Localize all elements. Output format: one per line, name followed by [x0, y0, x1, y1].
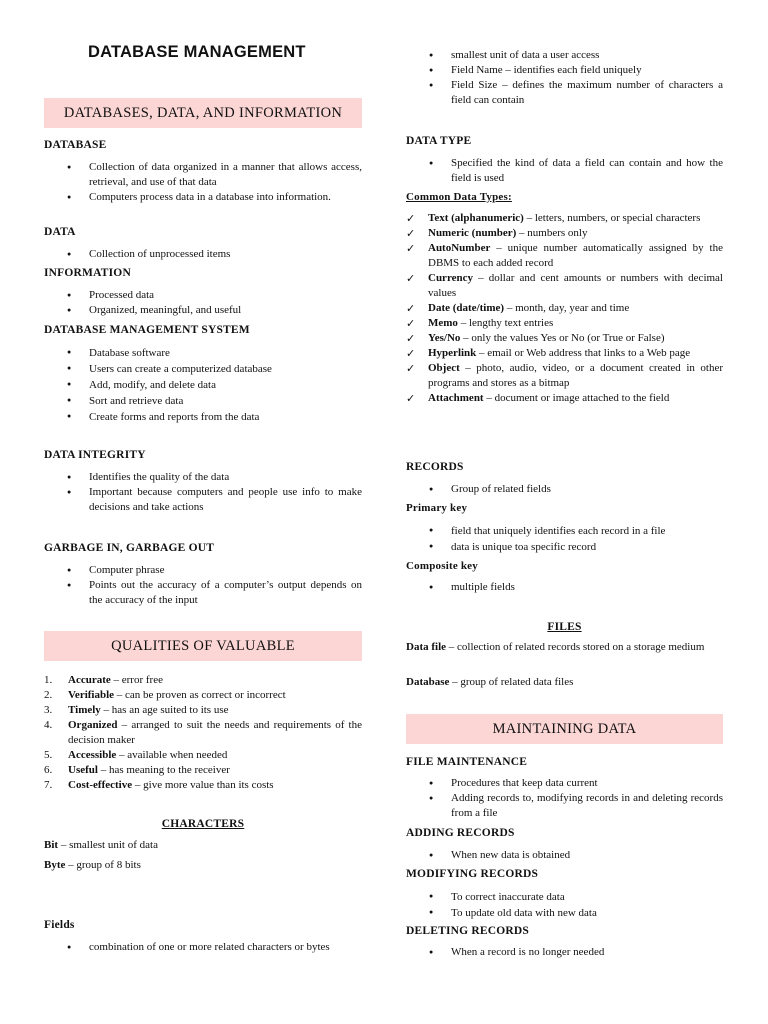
quality-number: 2. — [44, 689, 53, 701]
data-type-item — [406, 331, 723, 346]
list-data-integrity — [44, 470, 362, 515]
quality-term: Cost-effective — [68, 779, 133, 791]
heading-gigo: GARBAGE IN, GARBAGE OUT — [44, 542, 215, 554]
byte-term: Byte — [44, 859, 66, 871]
list-item: ● Procedures that keep data current — [406, 776, 723, 791]
data-type-item — [406, 346, 723, 361]
list-item: ● Collection of unprocessed items — [44, 247, 362, 262]
list-gigo — [44, 563, 362, 608]
data-type-desc: – letters, numbers, or special characters — [523, 212, 701, 224]
list-item: ● Points out the accuracy of a computer’s output depends on the accuracy of the input — [44, 578, 362, 608]
data-type-item — [406, 301, 723, 316]
heading-composite-key: Composite key — [406, 560, 478, 572]
quality-desc: – give more value than its costs — [132, 779, 274, 791]
list-item: ● combination of one or more related characters or bytes — [44, 940, 362, 955]
data-type-item — [406, 361, 723, 391]
quality-desc: – error free — [110, 674, 163, 686]
list-item: ● field that uniquely identifies each record in a file — [406, 523, 723, 539]
list-adding-records — [406, 848, 723, 863]
data-type-term: Currency — [428, 272, 474, 284]
heading-adding-records: ADDING RECORDS — [406, 827, 515, 839]
data-type-term: Yes/No — [428, 332, 461, 344]
list-item: ● When a record is no longer needed — [406, 945, 723, 960]
data-type-item — [406, 211, 723, 226]
quality-term: Useful — [68, 764, 98, 776]
bit-definition — [44, 838, 362, 853]
list-item: ● Organized, meaningful, and useful — [44, 303, 362, 318]
data-type-desc: – lengthy text entries — [457, 317, 554, 329]
list-qualities — [44, 673, 362, 793]
data-type-item — [406, 226, 723, 241]
quality-term: Accurate — [68, 674, 111, 686]
list-fields-continued — [406, 48, 723, 108]
list-common-data-types — [406, 211, 723, 406]
list-item: ● Add, modify, and delete data — [44, 377, 362, 393]
heading-file-maintenance: FILE MAINTENANCE — [406, 756, 528, 768]
section-banner-databases: DATABASES, DATA, AND INFORMATION — [44, 98, 362, 128]
quality-number: 7. — [44, 779, 53, 791]
list-item: ● multiple fields — [406, 580, 723, 595]
list-item: ● To update old data with new data — [406, 905, 723, 921]
quality-item — [44, 673, 362, 688]
database-term: Database — [406, 676, 450, 688]
database-desc: – group of related data files — [449, 676, 574, 688]
list-item: ● data is unique toa specific record — [406, 539, 723, 555]
list-item: ● Create forms and reports from the data — [44, 409, 362, 425]
heading-characters: CHARACTERS — [161, 818, 245, 830]
quality-desc: – available when needed — [116, 749, 228, 761]
list-item: ● To correct inaccurate data — [406, 889, 723, 905]
database-definition — [406, 675, 723, 690]
list-item: ● Sort and retrieve data — [44, 393, 362, 409]
heading-common-data-types: Common Data Types: — [406, 191, 512, 203]
data-type-term: AutoNumber — [428, 242, 491, 254]
list-primary-key — [406, 523, 723, 555]
list-item: ● Processed data — [44, 288, 362, 303]
quality-term: Accessible — [68, 749, 117, 761]
data-type-desc: – unique number automatically assigned by the DBMS to each added record — [428, 242, 723, 269]
data-file-desc: – collection of related records stored on a storage medium — [446, 641, 705, 653]
list-item: ● Important because computers and people use info to make decisions and take actions — [44, 485, 362, 515]
list-item: ● Adding records to, modifying records in and deleting records from a file — [406, 791, 723, 821]
data-type-term: Text (alphanumeric) — [428, 212, 524, 224]
quality-number: 3. — [44, 704, 53, 716]
heading-files: FILES — [547, 621, 582, 633]
data-type-item — [406, 316, 723, 331]
quality-item — [44, 763, 362, 778]
quality-item — [44, 688, 362, 703]
quality-item — [44, 778, 362, 793]
list-item: ● Field Name – identifies each field uniquely — [406, 63, 723, 78]
list-deleting-records — [406, 945, 723, 960]
list-data-type — [406, 156, 723, 186]
list-item: ● Database software — [44, 345, 362, 361]
list-composite-key — [406, 580, 723, 595]
heading-information: INFORMATION — [44, 267, 131, 279]
list-item: ● smallest unit of data a user access — [406, 48, 723, 63]
bit-desc: – smallest unit of data — [58, 839, 158, 851]
bit-term: Bit — [44, 839, 59, 851]
data-type-desc: – dollar and cent amounts or numbers with decimal values — [428, 272, 723, 299]
data-type-item — [406, 271, 723, 301]
list-item: ● When new data is obtained — [406, 848, 723, 863]
quality-desc: – has meaning to the receiver — [97, 764, 230, 776]
quality-number: 6. — [44, 764, 53, 776]
heading-primary-key: Primary key — [406, 502, 468, 514]
list-item: ● Users can create a computerized database — [44, 361, 362, 377]
data-type-desc: – month, day, year and time — [504, 302, 630, 314]
data-type-term: Hyperlink — [428, 347, 477, 359]
section-banner-qualities: QUALITIES OF VALUABLE — [44, 631, 362, 661]
list-information — [44, 288, 362, 318]
data-type-item — [406, 241, 723, 271]
list-item: ● Specified the kind of data a field can contain and how the field is used — [406, 156, 723, 186]
list-modifying-records — [406, 889, 723, 921]
byte-desc: – group of 8 bits — [65, 859, 141, 871]
quality-term: Organized — [68, 719, 118, 731]
heading-data: DATA — [44, 226, 76, 238]
quality-term: Timely — [68, 704, 101, 716]
heading-modifying-records: MODIFYING RECORDS — [406, 868, 539, 880]
data-file-definition — [406, 640, 723, 655]
heading-data-type: DATA TYPE — [406, 135, 472, 147]
heading-deleting-records: DELETING RECORDS — [406, 925, 530, 937]
page-title: DATABASE MANAGEMENT — [88, 43, 306, 61]
list-records — [406, 482, 723, 497]
data-file-term: Data file — [406, 641, 447, 653]
list-item: ● Group of related fields — [406, 482, 723, 497]
quality-desc: – can be proven as correct or incorrect — [114, 689, 286, 701]
data-type-term: Object — [428, 362, 460, 374]
list-database — [44, 160, 362, 205]
list-item: ● Identifies the quality of the data — [44, 470, 362, 485]
list-item: ● Computer phrase — [44, 563, 362, 578]
quality-desc: – arranged to suit the needs and requirements of the decision maker — [68, 719, 362, 746]
heading-database: DATABASE — [44, 139, 107, 151]
list-item: ● Computers process data in a database into information. — [44, 190, 362, 205]
section-banner-maintaining: MAINTAINING DATA — [406, 714, 723, 744]
data-type-term: Numeric (number) — [428, 227, 517, 239]
quality-item — [44, 748, 362, 763]
list-data — [44, 247, 362, 262]
data-type-desc: – email or Web address that links to a Web page — [476, 347, 691, 359]
quality-number: 5. — [44, 749, 53, 761]
list-dbms — [44, 345, 362, 425]
heading-records: RECORDS — [406, 461, 464, 473]
data-type-term: Memo — [428, 317, 458, 329]
data-type-item — [406, 391, 723, 406]
list-file-maintenance — [406, 776, 723, 821]
quality-term: Verifiable — [68, 689, 115, 701]
quality-number: 4. — [44, 719, 53, 731]
heading-fields: Fields — [44, 919, 75, 931]
data-type-desc: – photo, audio, video, or a document created in other programs and stores as a bitmap — [428, 362, 723, 389]
quality-desc: – has an age suited to its use — [100, 704, 229, 716]
data-type-term: Date (date/time) — [428, 302, 505, 314]
heading-dbms: DATABASE MANAGEMENT SYSTEM — [44, 324, 250, 336]
quality-number: 1. — [44, 674, 53, 686]
quality-item — [44, 703, 362, 718]
list-fields — [44, 940, 362, 955]
quality-item — [44, 718, 362, 748]
list-item: ● Field Size – defines the maximum number of characters a field can contain — [406, 78, 723, 108]
heading-data-integrity: DATA INTEGRITY — [44, 449, 146, 461]
data-type-desc: – numbers only — [516, 227, 588, 239]
list-item: ● Collection of data organized in a manner that allows access, retrieval, and use of that data — [44, 160, 362, 190]
data-type-term: Attachment — [428, 392, 484, 404]
data-type-desc: – only the values Yes or No (or True or False) — [460, 332, 665, 344]
byte-definition — [44, 858, 362, 873]
data-type-desc: – document or image attached to the field — [483, 392, 670, 404]
